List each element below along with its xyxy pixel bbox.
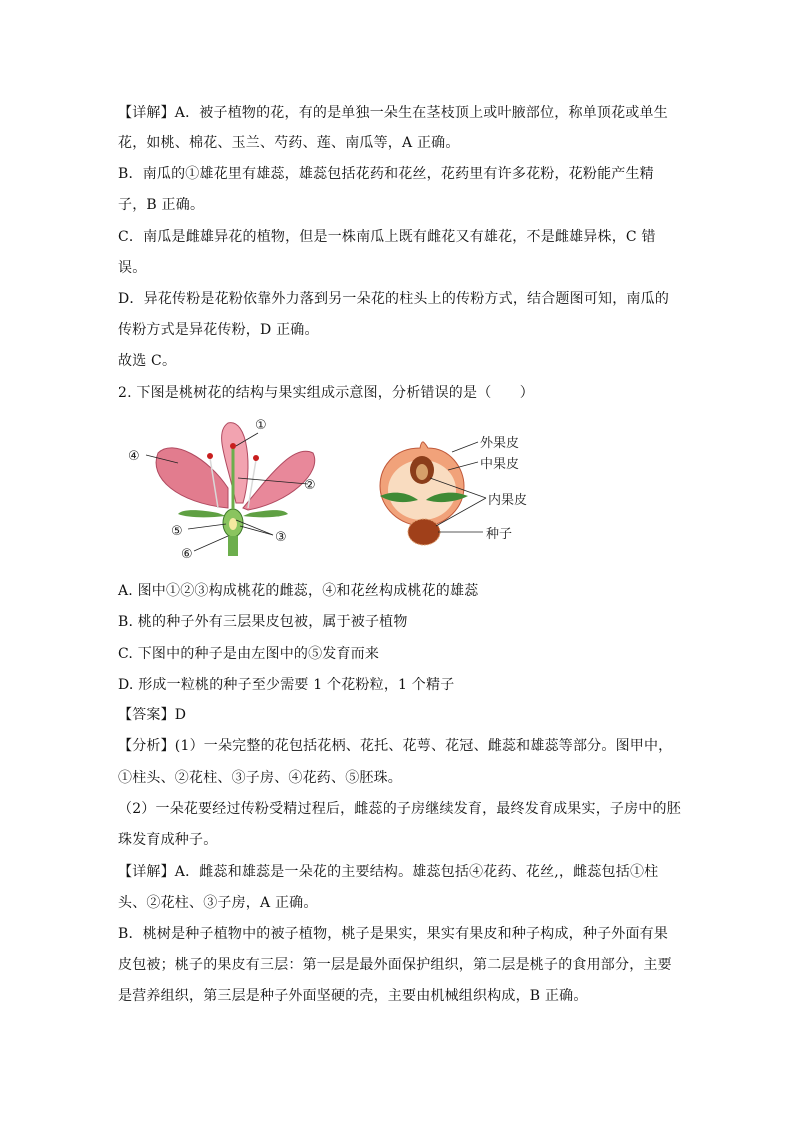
stigma: [230, 443, 236, 449]
text-line: 是营养组织，第三层是种子外面坚硬的壳，主要由机械组织构成，B 正确。: [118, 988, 588, 1004]
text-line: 花，如桃、棉花、玉兰、芍药、莲、南瓜等，A 正确。: [118, 135, 460, 151]
sepal-left: [178, 510, 226, 517]
label-2: ②: [304, 478, 316, 493]
text-line: 误。: [118, 260, 147, 276]
anther: [253, 455, 259, 461]
option-a: A. 图中①②③构成桃花的雌蕊，④和花丝构成桃花的雄蕊: [118, 583, 479, 599]
text-line: （2）一朵花要经过传粉受精过程后，雌蕊的子房继续发育，最终发育成果实，子房中的胚: [118, 801, 681, 817]
seed-inner: [416, 464, 428, 480]
label-mesocarp: 中果皮: [480, 457, 520, 472]
text-line: 故选 C。: [118, 353, 177, 369]
text-line: C．南瓜是雌雄异花的植物，但是一株南瓜上既有雌花又有雄花，不是雌雄异株，C 错: [118, 229, 656, 245]
option-c: C. 下图中的种子是由左图中的⑤发育而来: [118, 646, 380, 662]
sepal-right: [243, 510, 288, 517]
label-1: ①: [255, 418, 267, 433]
peach-flower-diagram: [128, 418, 316, 562]
text-line: ①柱头、②花柱、③子房、④花药、⑤胚珠。: [118, 770, 402, 786]
text-line: 【详解】A．雌蕊和雄蕊是一朵花的主要结构。雄蕊包括④花药、花丝,，雌蕊包括①柱: [118, 864, 659, 880]
answer: 【答案】D: [118, 707, 187, 723]
text-line: D．异花传粉是花粉依靠外力落到另一朵花的柱头上的传粉方式，结合题图可知，南瓜的: [118, 291, 670, 307]
text-line: 头、②花柱、③子房，A 正确。: [118, 895, 318, 911]
anther: [207, 453, 213, 459]
option-d: D. 形成一粒桃的种子至少需要 1 个花粉粒，1 个精子: [118, 677, 455, 693]
label-endocarp: 内果皮: [488, 493, 528, 508]
option-b: B. 桃的种子外有三层果皮包被，属于被子植物: [118, 614, 408, 630]
flower-fruit-figure: [118, 408, 678, 568]
text-line: 子，B 正确。: [118, 197, 205, 213]
label-3: ③: [275, 530, 287, 545]
text-line: B．桃树是种子植物中的被子植物，桃子是果实，果实有果皮和种子构成，种子外面有果: [118, 926, 669, 942]
text-line: 传粉方式是异花传粉，D 正确。: [118, 322, 319, 338]
text-line: 皮包被；桃子的果皮有三层：第一层是最外面保护组织，第二层是桃子的食用部分，主要: [118, 957, 672, 973]
text-line: 【详解】A．被子植物的花，有的是单独一朵生在茎枝顶上或叶腋部位，称单顶花或单生: [118, 105, 668, 121]
label-seed: 种子: [486, 527, 513, 542]
label-5: ⑤: [171, 524, 183, 539]
seed: [408, 519, 440, 545]
question-stem: 2. 下图是桃树花的结构与果实组成示意图，分析错误的是（ ）: [118, 385, 535, 401]
figure-svg: [118, 408, 678, 568]
peach-fruit-diagram: [380, 435, 527, 545]
label-4: ④: [128, 449, 140, 464]
text-line: 【分析】(1）一朵完整的花包括花柄、花托、花萼、花冠、雌蕊和雄蕊等部分。图甲中，: [118, 738, 673, 754]
pedicel: [228, 536, 238, 556]
text-line: B．南瓜的①雄花里有雄蕊，雄蕊包括花药和花丝，花药里有许多花粉，花粉能产生精: [118, 166, 654, 182]
ovule: [229, 518, 237, 530]
label-exocarp: 外果皮: [480, 436, 520, 451]
text-line: 珠发育成种子。: [118, 832, 218, 848]
label-6: ⑥: [181, 547, 193, 562]
